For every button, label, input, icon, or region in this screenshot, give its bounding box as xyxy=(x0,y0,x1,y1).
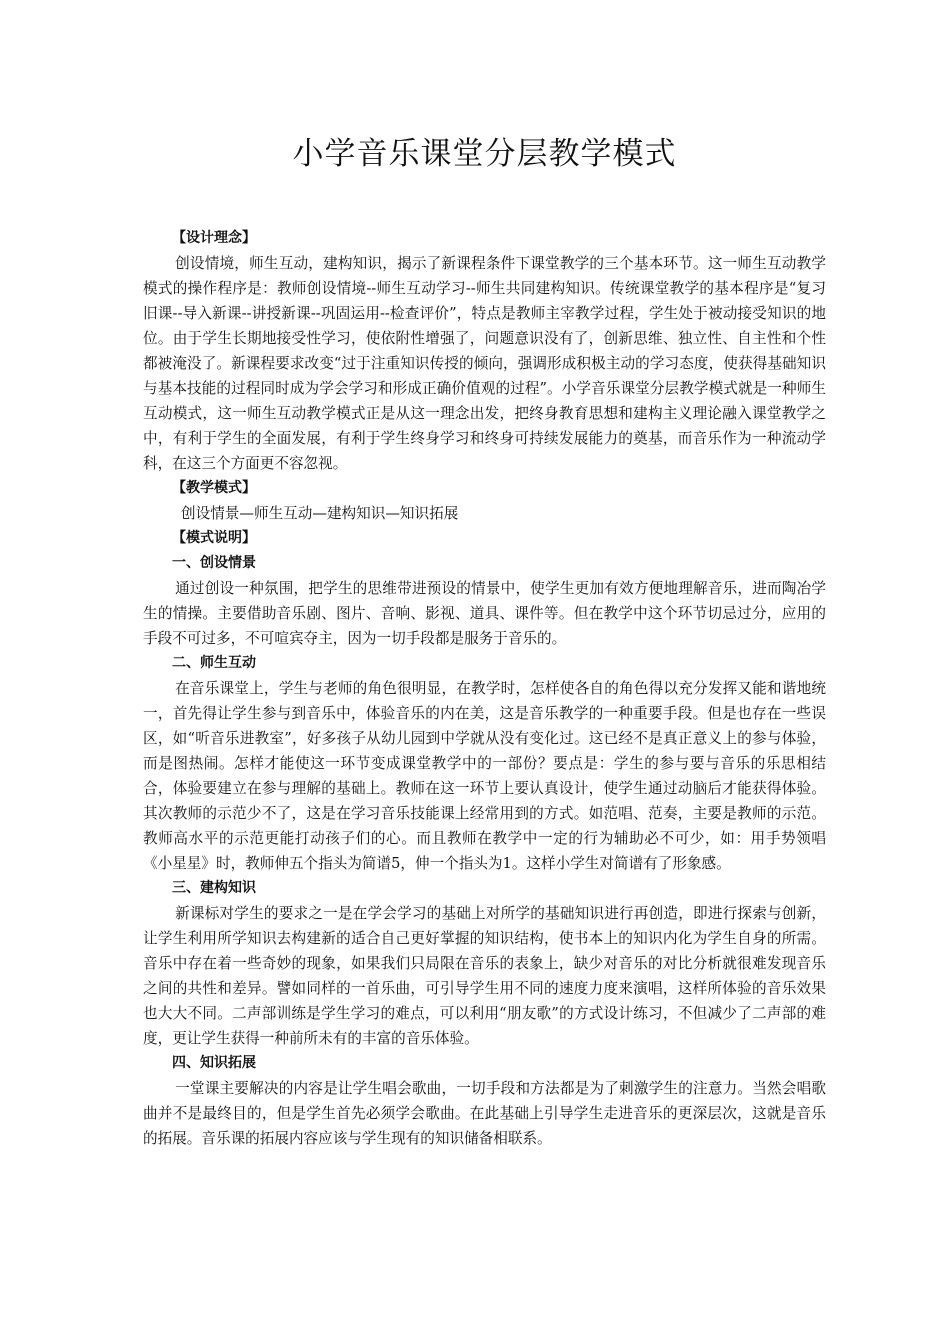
paragraph-design-concept: 创设情境，师生互动，建构知识，揭示了新课程条件下课堂教学的三个基本环节。这一师生互动教学模式的操作程序是：教师创设情境--师生互动学习--师生共同建构知识。传统课堂教学的基本程序是“复习旧课--导入新课--讲授新课--巩固运用--检查评价”，特点是教师主宰教学过程，学生处于被动接受知识的地位。由于学生长期地接受性学习，使依附性增强了，问题意识没有了，创新思维、独立性、自主性和个性都被淹没了。新课程要求改变“过于注重知识传授的倾向，强调形成积极主动的学习态度，使获得基础知识与基本技能的过程同时成为学会学习和形成正确价值观的过程”。小学音乐课堂分层教学模式就是一种师生互动模式，这一师生互动教学模式正是从这一理念出发，把终身教育思想和建构主义理论融入课堂教学之中，有利于学生的全面发展，有利于学生终身学习和终身可持续发展能力的奠基，而音乐作为一种流动学科，在这三个方面更不容忽视。 xyxy=(143,255,826,472)
section-heading-mode-description: 【模式说明】 xyxy=(172,530,256,546)
paragraph-teacher-student-interaction: 在音乐课堂上，学生与老师的角色很明显，在教学时，怎样使各自的角色得以充分发挥又能和谐地统一，首先得让学生参与到音乐中，体验音乐的内在美，这是音乐教学的一种重要手段。但是也存在一些误区，如“听音乐进教室”，好多孩子从幼儿园到中学就从没有变化过。这已经不是真正意义上的参与体验，而是图热闹。怎样才能使这一环节变成课堂教学中的一部份？要点是：学生的参与要与音乐的乐思相结合，体验要建立在参与理解的基础上。教师在这一环节上要认真设计，使学生通过动脑后才能获得体验。其次教师的示范少不了，这是在学习音乐技能课上经常用到的方式。如范唱、范奏，主要是教师的示范。教师高水平的示范更能打动孩子们的心。而且教师在教学中一定的行为辅助必不可少，如：用手势领唱《小星星》时，教师伸五个指头为简谱5，伸一个指头为1。这样小学生对简谱有了形象感。 xyxy=(143,680,826,872)
section-heading-design-concept: 【设计理念】 xyxy=(172,230,256,246)
page-title: 小学音乐课堂分层教学模式 xyxy=(292,136,677,172)
paragraph-knowledge-expansion: 一堂课主要解决的内容是让学生唱会歌曲，一切手段和方法都是为了刺激学生的注意力。当然会唱歌曲并不是最终目的，但是学生首先必须学会歌曲。在此基础上引导学生走进音乐的更深层次，这就是音乐的拓展。音乐课的拓展内容应该与学生现有的知识储备相联系。 xyxy=(143,1080,826,1147)
subheading-construct-knowledge: 三、建构知识 xyxy=(172,880,256,896)
section-heading-teaching-mode: 【教学模式】 xyxy=(172,480,256,496)
paragraph-construct-knowledge: 新课标对学生的要求之一是在学会学习的基础上对所学的基础知识进行再创造，即进行探索与创新，让学生利用所学知识去构建新的适合自己更好掌握的知识结构，使书本上的知识内化为学生自身的所需。音乐中存在着一些奇妙的现象，如果我们只局限在音乐的表象上，缺少对音乐的对比分析就很难发现音乐之间的共性和差异。譬如同样的一首乐曲，可引导学生用不同的速度力度来演唱，这样所体验的音乐效果也大大不同。二声部训练是学生学习的难点，可以利用“朋友歌”的方式设计练习，不但减少了二声部的难度，更让学生获得一种前所未有的丰富的音乐体验。 xyxy=(143,905,826,1047)
paragraph-create-scene: 通过创设一种氛围，把学生的思维带进预设的情景中，使学生更加有效方便地理解音乐，进而陶冶学生的情操。主要借助音乐剧、图片、音响、影视、道具、课件等。但在教学中这个环节切忌过分，应用的手段不可过多，不可喧宾夺主，因为一切手段都是服务于音乐的。 xyxy=(143,580,826,647)
subheading-knowledge-expansion: 四、知识拓展 xyxy=(172,1055,256,1071)
subheading-teacher-student-interaction: 二、师生互动 xyxy=(172,655,256,671)
teaching-mode-flow: 创设情景—师生互动—建构知识—知识拓展 xyxy=(181,505,459,522)
subheading-create-scene: 一、创设情景 xyxy=(172,555,256,571)
document-body xyxy=(143,226,826,1151)
